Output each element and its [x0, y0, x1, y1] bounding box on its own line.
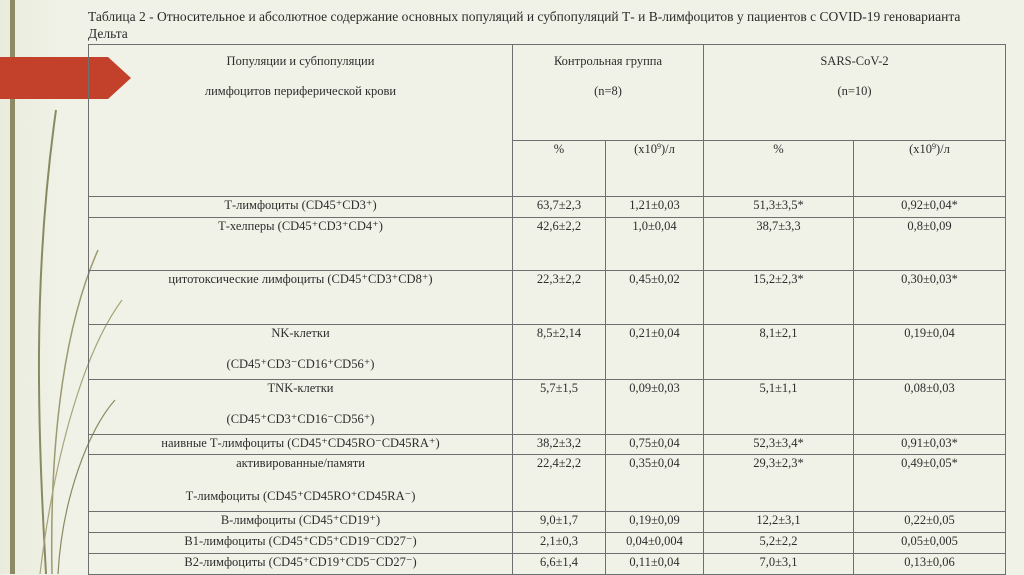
- cell-control-percent: 8,5±2,14: [513, 325, 606, 380]
- header-sars-line2: (n=10): [837, 84, 872, 98]
- cell-control-percent: 63,7±2,3: [513, 197, 606, 218]
- cell-sars-percent: 51,3±3,5*: [704, 197, 854, 218]
- row-population: цитотоксические лимфоциты (CD45⁺CD3⁺CD8⁺): [89, 271, 513, 325]
- row-population: NK-клетки (CD45⁺CD3⁻CD16⁺CD56⁺): [89, 325, 513, 380]
- cell-control-percent: 9,0±1,7: [513, 512, 606, 533]
- cell-control-abs: 0,04±0,004: [606, 533, 704, 554]
- cell-sars-abs: 0,91±0,03*: [854, 435, 1006, 455]
- table-header-row: [89, 45, 1006, 141]
- cell-control-abs: 1,0±0,04: [606, 218, 704, 271]
- header-sars-group: [704, 45, 1006, 141]
- lymphocyte-table: [88, 44, 1006, 575]
- table-row: [89, 435, 1006, 455]
- header-sars-line1: SARS-CoV-2: [820, 54, 889, 68]
- cell-control-percent: 38,2±3,2: [513, 435, 606, 455]
- table-title: Таблица 2 - Относительное и абсолютное содержание основных популяций и субпопуляций Т- и В-лимфоцитов у пациентов с COVID-19 геноварианта Дельта: [88, 9, 961, 41]
- cell-sars-abs: 0,49±0,05*: [854, 455, 1006, 512]
- cell-sars-abs: 0,8±0,09: [854, 218, 1006, 271]
- cell-sars-abs: 0,30±0,03*: [854, 271, 1006, 325]
- header-sars-percent: %: [704, 141, 854, 197]
- cell-sars-abs: 0,08±0,03: [854, 380, 1006, 435]
- table-row: [89, 325, 1006, 380]
- cell-sars-abs: 0,19±0,04: [854, 325, 1006, 380]
- row-population: Т-хелперы (CD45⁺CD3⁺CD4⁺): [89, 218, 513, 271]
- row-population: Т-лимфоциты (CD45⁺CD3⁺): [89, 197, 513, 218]
- cell-sars-percent: 8,1±2,1: [704, 325, 854, 380]
- header-population-line2: лимфоцитов периферической крови: [204, 84, 397, 98]
- cell-sars-percent: 15,2±2,3*: [704, 271, 854, 325]
- cell-control-percent: 42,6±2,2: [513, 218, 606, 271]
- cell-sars-percent: 7,0±3,1: [704, 554, 854, 575]
- cell-control-percent: 2,1±0,3: [513, 533, 606, 554]
- cell-sars-percent: 29,3±2,3*: [704, 455, 854, 512]
- row-population: активированные/памяти Т-лимфоциты (CD45⁺CD45RO⁺CD45RA⁻): [89, 455, 513, 512]
- header-control-percent: %: [513, 141, 606, 197]
- header-control-abs: $(х10^9)/л$: [606, 141, 704, 197]
- cell-sars-percent: 5,2±2,2: [704, 533, 854, 554]
- cell-control-abs: 0,35±0,04: [606, 455, 704, 512]
- header-population: [89, 45, 513, 197]
- table-row: [89, 554, 1006, 575]
- cell-sars-percent: 12,2±3,1: [704, 512, 854, 533]
- cell-control-percent: 5,7±1,5: [513, 380, 606, 435]
- header-control-line1: Контрольная группа: [553, 54, 663, 68]
- cell-sars-abs: 0,92±0,04*: [854, 197, 1006, 218]
- row-population: В-лимфоциты (CD45⁺CD19⁺): [89, 512, 513, 533]
- cell-control-percent: 22,3±2,2: [513, 271, 606, 325]
- cell-control-abs: 0,09±0,03: [606, 380, 704, 435]
- header-control-line2: (n=8): [594, 84, 622, 98]
- table-row: [89, 380, 1006, 435]
- table-row: [89, 533, 1006, 554]
- cell-control-abs: 0,11±0,04: [606, 554, 704, 575]
- table-row: [89, 218, 1006, 271]
- cell-control-abs: 0,19±0,09: [606, 512, 704, 533]
- table-row: [89, 512, 1006, 533]
- table-row: [89, 197, 1006, 218]
- row-population: наивные Т-лимфоциты (CD45⁺CD45RO⁻CD45RA⁺): [89, 435, 513, 455]
- cell-sars-abs: 0,13±0,06: [854, 554, 1006, 575]
- cell-control-percent: 6,6±1,4: [513, 554, 606, 575]
- row-population: TNK-клетки (CD45⁺CD3⁺CD16⁻CD56⁺): [89, 380, 513, 435]
- cell-sars-abs: 0,05±0,005: [854, 533, 1006, 554]
- header-control-group: [513, 45, 704, 141]
- cell-control-abs: 0,45±0,02: [606, 271, 704, 325]
- header-population-line1: Популяции и субпопуляции: [226, 54, 375, 68]
- cell-sars-percent: 5,1±1,1: [704, 380, 854, 435]
- cell-control-abs: 0,75±0,04: [606, 435, 704, 455]
- cell-control-percent: 22,4±2,2: [513, 455, 606, 512]
- row-population: В2-лимфоциты (CD45⁺CD19⁺CD5⁻CD27⁻): [89, 554, 513, 575]
- cell-sars-abs: 0,22±0,05: [854, 512, 1006, 533]
- cell-sars-percent: 52,3±3,4*: [704, 435, 854, 455]
- cell-sars-percent: 38,7±3,3: [704, 218, 854, 271]
- row-population: В1-лимфоциты (CD45⁺CD5⁺CD19⁻CD27⁻): [89, 533, 513, 554]
- header-sars-abs: $(х10^9)/л$: [854, 141, 1006, 197]
- table-row: [89, 455, 1006, 512]
- table-row: [89, 271, 1006, 325]
- cell-control-abs: 1,21±0,03: [606, 197, 704, 218]
- cell-control-abs: 0,21±0,04: [606, 325, 704, 380]
